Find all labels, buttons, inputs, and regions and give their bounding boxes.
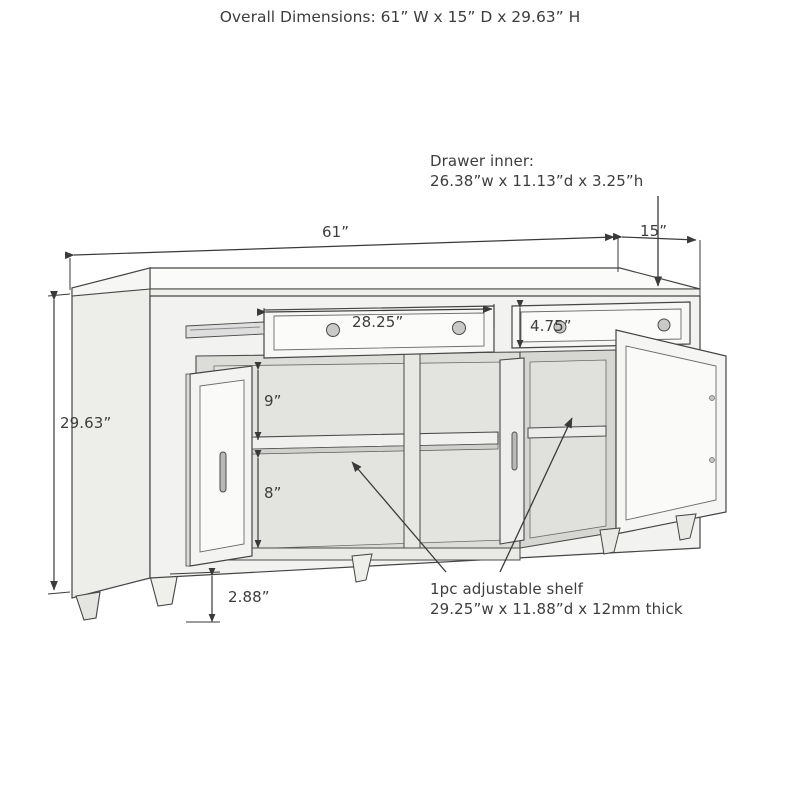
dimension-label-drawer-face-width: 28.25”	[352, 313, 404, 331]
dimension-label-drawer-face-height: 4.75”	[530, 317, 572, 335]
dimension-label-leg-height: 2.88”	[228, 588, 270, 606]
callout-adjustable-shelf-line2: 29.25”w x 11.88”d x 12mm thick	[430, 600, 683, 618]
callout-adjustable-shelf-line1: 1pc adjustable shelf	[430, 580, 584, 598]
page-title: Overall Dimensions: 61” W x 15” D x 29.63” H	[219, 8, 581, 26]
dimension-label-upper-compartment: 9”	[264, 392, 282, 410]
callout-drawer-inner-line2: 26.38”w x 11.13”d x 3.25”h	[430, 172, 644, 190]
dimension-label-width: 61”	[322, 223, 350, 241]
callout-drawer-inner-line1: Drawer inner:	[430, 152, 535, 170]
dimension-label-height: 29.63”	[60, 414, 112, 432]
dimension-label-depth: 15”	[640, 222, 668, 240]
dimension-label-lower-compartment: 8”	[264, 484, 282, 502]
